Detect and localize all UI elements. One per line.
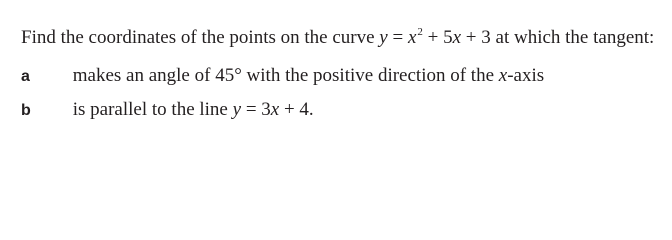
part-a-math-x: x [498, 65, 508, 86]
part-a [21, 64, 544, 89]
part-b [21, 98, 314, 123]
part-b-text [73, 98, 314, 122]
math-term: + 5 [422, 27, 453, 48]
question-stem [21, 26, 654, 52]
part-label-b: b [21, 102, 31, 119]
math-equals: = [387, 27, 408, 48]
part-b-text-after: + 4. [279, 99, 314, 120]
math-y: y [379, 27, 388, 48]
part-b-math-x: x [270, 99, 280, 120]
part-b-equals: = 3 [241, 99, 271, 120]
math-exponent: 2 [417, 26, 423, 38]
question-suffix: + 3 at which the tangent: [461, 27, 655, 48]
part-b-text-before: is parallel to the line [72, 99, 233, 120]
math-x-linear: x [452, 27, 462, 48]
part-a-text-after: -axis [507, 65, 545, 86]
question-prefix: Find the coordinates of the points on the curve [21, 27, 380, 48]
part-b-math-y: y [232, 99, 242, 120]
part-a-text [73, 64, 544, 88]
math-x: x [407, 27, 417, 48]
part-label-a: a [21, 68, 30, 85]
part-a-text-before: makes an angle of 45° with the positive direction of the [72, 65, 499, 86]
